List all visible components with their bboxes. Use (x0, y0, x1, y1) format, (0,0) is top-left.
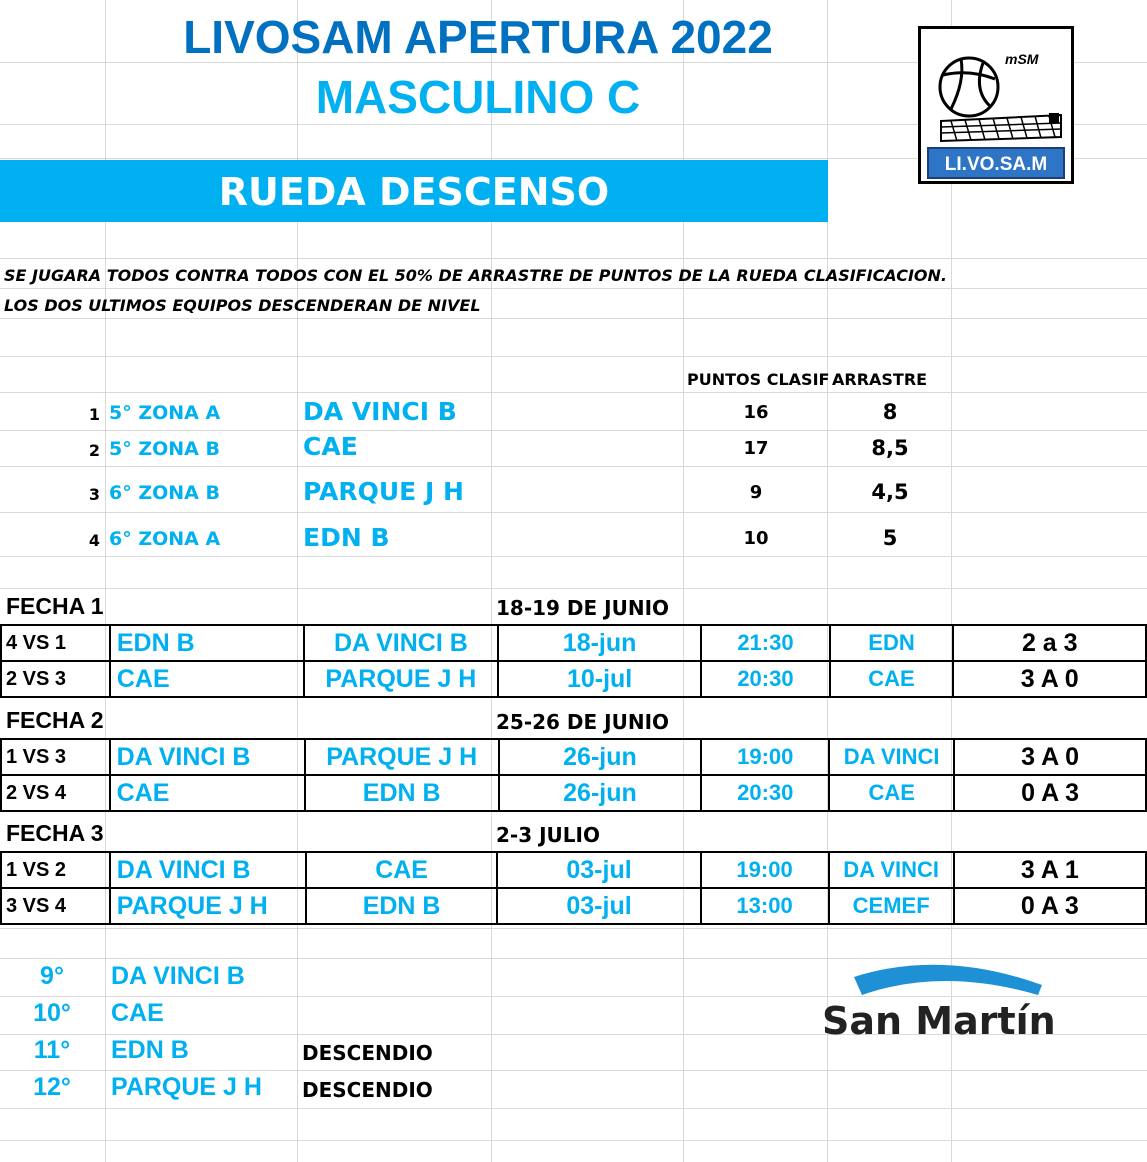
match-code: 1 VS 2 (1, 852, 110, 888)
match-result: 2 a 3 (953, 625, 1146, 661)
match-code: 2 VS 4 (1, 775, 110, 811)
match-date: 03-jul (497, 852, 700, 888)
match-row (1, 888, 1146, 924)
logo-label: LI.VO.SA.M (927, 147, 1065, 179)
standings-team: CAE (303, 432, 358, 461)
standings-carry: 8 (882, 400, 898, 424)
standings-zone: 5° ZONA A (109, 402, 221, 424)
final-team: CAE (111, 999, 164, 1027)
fecha-label: FECHA 3 (6, 820, 104, 846)
fecha-label: FECHA 2 (6, 707, 104, 733)
standings-carry: 8,5 (871, 436, 909, 460)
swoosh-icon (822, 955, 1054, 1005)
match-venue: DA VINCI (829, 852, 954, 888)
match-home: CAE (110, 775, 305, 811)
standings-points: 16 (743, 402, 769, 423)
match-home: CAE (110, 661, 304, 697)
final-rank: 10° (33, 999, 71, 1027)
match-time: 20:30 (701, 661, 829, 697)
match-date: 18-jun (498, 625, 702, 661)
match-time: 19:00 (701, 852, 829, 888)
fecha-dates: 2-3 JULIO (496, 823, 600, 847)
final-rank: 9° (40, 962, 64, 990)
logo-mark: mSM (1005, 51, 1039, 67)
match-table (0, 624, 1147, 698)
match-date: 03-jul (497, 888, 700, 924)
final-note: DESCENDIO (302, 1078, 433, 1102)
final-note: DESCENDIO (302, 1041, 433, 1065)
standings-points: 10 (743, 528, 769, 549)
match-result: 3 A 1 (954, 852, 1146, 888)
standings-team: DA VINCI B (303, 397, 457, 426)
match-date: 10-jul (498, 661, 702, 697)
standings-zone: 5° ZONA B (109, 438, 220, 460)
standings-team: PARQUE J H (303, 477, 464, 506)
standings-zone: 6° ZONA A (109, 528, 221, 550)
match-venue: CEMEF (829, 888, 954, 924)
match-home: PARQUE J H (110, 888, 306, 924)
standings-pos: 4 (88, 531, 100, 550)
match-row (1, 852, 1146, 888)
col-header-points: PUNTOS CLASIF (687, 370, 830, 389)
standings-pos: 2 (88, 441, 100, 460)
page-title: LIVOSAM APERTURA 2022 (183, 11, 773, 63)
match-code: 1 VS 3 (1, 739, 110, 775)
standings-carry: 5 (882, 526, 898, 550)
final-team: PARQUE J H (111, 1073, 262, 1101)
livosam-logo (918, 26, 1074, 184)
standings-pos: 1 (88, 405, 100, 424)
match-venue: CAE (830, 661, 954, 697)
match-code: 4 VS 1 (1, 625, 110, 661)
match-away: PARQUE J H (304, 661, 498, 697)
fecha-dates: 18-19 DE JUNIO (496, 596, 670, 620)
final-team: EDN B (111, 1036, 189, 1064)
match-venue: DA VINCI (829, 739, 954, 775)
standings-zone: 6° ZONA B (109, 482, 220, 504)
standings-points: 17 (743, 438, 769, 459)
match-result: 3 A 0 (954, 739, 1146, 775)
match-table (0, 851, 1147, 925)
rules-note-1: SE JUGARA TODOS CONTRA TODOS CON EL 50% DE ARRASTRE DE PUNTOS DE LA RUEDA CLASIFICACION. (4, 266, 947, 285)
match-time: 20:30 (701, 775, 829, 811)
section-banner (0, 160, 828, 222)
match-time: 13:00 (701, 888, 829, 924)
fecha-dates: 25-26 DE JUNIO (496, 710, 670, 734)
final-team: DA VINCI B (111, 962, 245, 990)
section-banner-label: RUEDA DESCENSO (218, 170, 610, 214)
match-away: DA VINCI B (304, 625, 498, 661)
final-rank: 11° (33, 1036, 71, 1064)
match-code: 2 VS 3 (1, 661, 110, 697)
match-home: EDN B (110, 625, 304, 661)
match-date: 26-jun (499, 775, 702, 811)
col-header-carry: ARRASTRE (832, 370, 928, 389)
match-table (0, 738, 1147, 812)
volleyball-net-icon (921, 29, 1071, 149)
match-row (1, 661, 1146, 697)
page-subtitle: MASCULINO C (315, 71, 641, 123)
match-away: PARQUE J H (305, 739, 499, 775)
match-home: DA VINCI B (110, 852, 306, 888)
standings-pos: 3 (88, 485, 100, 504)
fecha-label: FECHA 1 (6, 593, 104, 619)
match-row (1, 625, 1146, 661)
match-home: DA VINCI B (110, 739, 305, 775)
match-away: EDN B (306, 888, 498, 924)
match-result: 0 A 3 (954, 775, 1146, 811)
match-time: 21:30 (701, 625, 829, 661)
rules-note-2: LOS DOS ULTIMOS EQUIPOS DESCENDERAN DE NIVEL (4, 296, 481, 315)
san-martin-wordmark: San Martín (822, 999, 1056, 1043)
standings-carry: 4,5 (871, 480, 909, 504)
match-time: 19:00 (701, 739, 829, 775)
match-venue: CAE (829, 775, 954, 811)
match-venue: EDN (830, 625, 954, 661)
match-result: 0 A 3 (954, 888, 1146, 924)
match-date: 26-jun (499, 739, 702, 775)
match-away: CAE (306, 852, 498, 888)
match-row (1, 775, 1146, 811)
san-martin-logo (822, 955, 1054, 1045)
match-row (1, 739, 1146, 775)
match-away: EDN B (305, 775, 499, 811)
final-rank: 12° (33, 1073, 71, 1101)
match-result: 3 A 0 (953, 661, 1146, 697)
match-code: 3 VS 4 (1, 888, 110, 924)
standings-team: EDN B (303, 523, 390, 552)
standings-points: 9 (749, 482, 763, 503)
